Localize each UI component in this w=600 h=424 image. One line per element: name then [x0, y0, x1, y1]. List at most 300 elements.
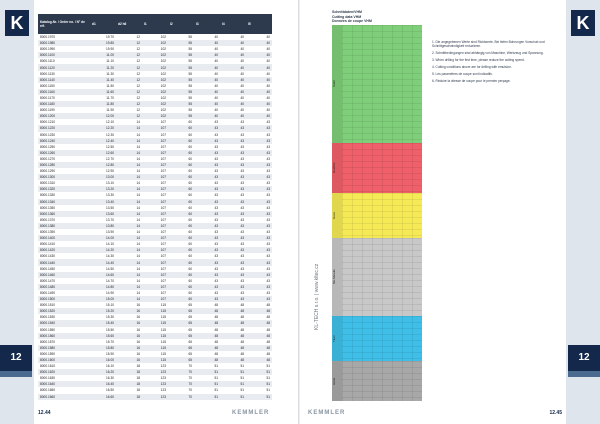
table-cell: 107: [160, 132, 166, 137]
table-cell: 8000.1580: [38, 345, 90, 351]
table-cell: 8000.1460: [38, 272, 90, 278]
table-cell: 8000.1160: [38, 89, 90, 95]
table-cell: 65: [168, 345, 194, 351]
table-cell: 16: [116, 333, 142, 339]
table-cell: 51: [266, 364, 270, 369]
table-cell: 8000.1190: [40, 108, 55, 113]
table-cell: 102: [142, 64, 168, 70]
cutting-data-table: [332, 25, 422, 401]
table-cell: 48: [194, 308, 220, 314]
brand-k-icon: K: [5, 10, 29, 36]
table-cell: 102: [160, 59, 166, 64]
table-cell: 40: [246, 64, 272, 70]
table-cell: 11.90: [106, 108, 114, 113]
table-cell: 14: [136, 266, 140, 271]
table-cell: 51: [246, 394, 272, 400]
table-cell: 51: [194, 381, 220, 387]
table-cell: 14: [116, 272, 142, 278]
table-cell: 8000.1550: [40, 327, 56, 332]
table-cell: 12.80: [90, 162, 116, 168]
table-cell: 12: [136, 71, 140, 76]
table-cell: 13.90: [106, 230, 114, 235]
table-cell: 102: [160, 95, 166, 100]
table-cell: 55: [188, 95, 192, 100]
table-cell: 60: [168, 296, 194, 302]
table-cell: 8000.1640: [38, 381, 90, 387]
table-cell: 18: [116, 369, 142, 375]
table-cell: 115: [160, 315, 166, 320]
table-cell: 43: [246, 138, 272, 144]
table-cell: 51: [194, 394, 220, 400]
column-header: l2: [168, 14, 194, 34]
table-cell: 40: [266, 83, 270, 88]
table-cell: 48: [214, 351, 218, 356]
table-cell: 48: [220, 357, 246, 363]
table-cell: 18: [136, 388, 140, 393]
table-cell: 60: [188, 132, 192, 137]
material-grid: [342, 316, 422, 361]
material-grid: [342, 361, 422, 401]
table-cell: 102: [142, 52, 168, 58]
table-cell: 43: [266, 278, 270, 283]
table-cell: 40: [240, 108, 244, 113]
table-cell: 43: [220, 247, 246, 253]
table-cell: 60: [168, 162, 194, 168]
table-cell: 18: [116, 394, 142, 400]
material-grid: [342, 143, 422, 193]
column-header: l3: [194, 14, 220, 34]
material-block: [332, 193, 422, 238]
table-cell: 43: [214, 193, 218, 198]
table-cell: 43: [194, 235, 220, 241]
table-cell: 14: [116, 186, 142, 192]
table-cell: 107: [142, 223, 168, 229]
table-cell: 43: [246, 247, 272, 253]
material-label: NE-Metalle: [332, 238, 342, 316]
table-cell: 8000.1380: [38, 223, 90, 229]
table-cell: 8000.1570: [40, 339, 56, 344]
table-cell: 43: [240, 156, 244, 161]
table-cell: 14: [116, 138, 142, 144]
table-cell: 43: [214, 169, 218, 174]
table-cell: 15.40: [90, 320, 116, 326]
table-cell: 14: [136, 181, 140, 186]
table-cell: 40: [214, 95, 218, 100]
table-cell: 43: [194, 199, 220, 205]
table-cell: 14: [116, 247, 142, 253]
table-cell: 14.90: [106, 290, 114, 295]
table-cell: 43: [246, 125, 272, 131]
table-cell: 40: [240, 59, 244, 64]
table-cell: 40: [220, 64, 246, 70]
table-cell: 115: [142, 308, 168, 314]
table-cell: 11.20: [90, 64, 116, 70]
table-cell: 43: [266, 230, 270, 235]
table-cell: 107: [160, 144, 166, 149]
table-cell: 16.30: [106, 376, 114, 381]
table-cell: 13.60: [90, 211, 116, 217]
table-cell: 43: [194, 174, 220, 180]
column-header: Katalog-Nr. / Order no. / N° de réf.: [38, 14, 90, 34]
table-cell: 8000.1630: [40, 376, 56, 381]
table-cell: 65: [168, 320, 194, 326]
table-cell: 14: [116, 162, 142, 168]
table-cell: 8000.1450: [40, 266, 56, 271]
table-cell: 43: [214, 205, 218, 210]
table-cell: 43: [220, 284, 246, 290]
table-cell: 8000.1180: [38, 101, 90, 107]
table-cell: 60: [188, 120, 192, 125]
table-cell: 40: [246, 52, 272, 58]
table-cell: 55: [168, 64, 194, 70]
table-cell: 48: [246, 333, 272, 339]
table-cell: 12.90: [106, 169, 114, 174]
table-cell: 14: [136, 193, 140, 198]
table-cell: 18: [136, 376, 140, 381]
header-line-en: Cutting data VHM: [332, 14, 362, 19]
note-paragraph: 5. Les paramètres de coupe sont indicatifs.: [432, 72, 493, 76]
material-block: [332, 143, 422, 193]
table-cell: 48: [194, 345, 220, 351]
table-cell: 48: [240, 339, 244, 344]
table-cell: 60: [188, 144, 192, 149]
table-cell: 14: [136, 144, 140, 149]
table-cell: 102: [160, 83, 166, 88]
table-cell: 107: [160, 156, 166, 161]
table-cell: 40: [214, 59, 218, 64]
table-cell: 13.20: [90, 186, 116, 192]
table-cell: 51: [214, 388, 218, 393]
table-cell: 48: [266, 327, 270, 332]
material-block: [332, 238, 422, 316]
table-cell: 55: [188, 108, 192, 113]
table-cell: 8000.1170: [40, 95, 55, 100]
table-cell: 8000.1290: [40, 169, 56, 174]
brand-logo: KEMMLER: [308, 410, 346, 416]
table-cell: 14: [136, 156, 140, 161]
table-cell: 43: [246, 223, 272, 229]
table-cell: 43: [240, 230, 244, 235]
page-number: 12.44: [38, 410, 51, 416]
table-cell: 8000.1520: [38, 308, 90, 314]
table-cell: 14: [136, 290, 140, 295]
table-cell: 40: [194, 89, 220, 95]
table-cell: 8000.1660: [38, 394, 90, 400]
table-cell: 70: [168, 369, 194, 375]
table-cell: 12: [116, 89, 142, 95]
table-cell: 107: [142, 235, 168, 241]
table-cell: 48: [214, 339, 218, 344]
table-cell: 51: [240, 364, 244, 369]
table-cell: 8000.1980: [38, 40, 90, 46]
column-header: d2 h6: [116, 14, 142, 34]
vertical-url-text: KL-TECH s.r.o. | www.kltec.cz: [314, 263, 320, 330]
table-cell: 65: [188, 327, 192, 332]
table-cell: 43: [266, 193, 270, 198]
table-cell: 60: [188, 205, 192, 210]
table-cell: 48: [194, 357, 220, 363]
table-cell: 43: [220, 138, 246, 144]
table-cell: 40: [246, 113, 272, 119]
table-cell: 40: [266, 35, 270, 40]
table-cell: 107: [160, 290, 166, 295]
table-cell: 8000.1150: [40, 83, 55, 88]
table-cell: 55: [168, 77, 194, 83]
table-cell: 14: [116, 150, 142, 156]
table-cell: 55: [168, 113, 194, 119]
table-cell: 43: [214, 156, 218, 161]
table-cell: 48: [240, 351, 244, 356]
table-cell: 55: [188, 71, 192, 76]
table-cell: 16.00: [90, 357, 116, 363]
table-header-row: [38, 14, 272, 34]
table-cell: 55: [168, 52, 194, 58]
table-cell: 40: [240, 83, 244, 88]
table-cell: 65: [168, 333, 194, 339]
table-cell: 8000.1990: [40, 47, 56, 52]
table-cell: 16: [116, 345, 142, 351]
table-cell: 43: [194, 211, 220, 217]
table-cell: 60: [188, 230, 192, 235]
table-cell: 8000.1510: [40, 303, 56, 308]
table-cell: 19.90: [106, 47, 114, 52]
table-cell: 14: [116, 125, 142, 131]
table-cell: 43: [266, 144, 270, 149]
table-cell: 55: [188, 47, 192, 52]
note-paragraph: 3. When drilling for the first time, please reduce the cutting speed.: [432, 58, 525, 62]
table-cell: 40: [240, 35, 244, 40]
table-cell: 43: [194, 223, 220, 229]
table-cell: 65: [168, 357, 194, 363]
table-cell: 48: [194, 320, 220, 326]
table-cell: 60: [188, 254, 192, 259]
table-cell: 107: [142, 247, 168, 253]
table-cell: 55: [188, 35, 192, 40]
material-label: Rostfrei: [332, 143, 342, 193]
table-cell: 60: [188, 193, 192, 198]
table-cell: 107: [142, 174, 168, 180]
table-cell: 8000.1560: [38, 333, 90, 339]
table-cell: 107: [160, 120, 166, 125]
table-cell: 43: [220, 296, 246, 302]
table-cell: 8000.1130: [40, 71, 55, 76]
table-cell: 8000.1390: [40, 230, 56, 235]
material-grid: [342, 25, 422, 143]
table-cell: 102: [160, 47, 166, 52]
material-block: [332, 361, 422, 401]
table-cell: 8000.1250: [40, 144, 56, 149]
table-body: [38, 34, 272, 400]
table-cell: 16: [136, 351, 140, 356]
table-cell: 60: [168, 259, 194, 265]
table-cell: 60: [168, 199, 194, 205]
table-cell: 43: [220, 125, 246, 131]
note-paragraph: 2. Schnittbedingungen sind abhängig von Maschine, Werkzeug und Spannung.: [432, 51, 544, 55]
brand-logo: KEMMLER: [232, 410, 270, 416]
table-cell: 11.50: [106, 83, 114, 88]
table-cell: 123: [160, 388, 166, 393]
table-cell: 51: [214, 364, 218, 369]
table-cell: 48: [246, 308, 272, 314]
table-cell: 102: [160, 35, 166, 40]
table-cell: 102: [160, 108, 166, 113]
table-cell: 43: [214, 266, 218, 271]
table-cell: 43: [194, 186, 220, 192]
table-cell: 115: [142, 357, 168, 363]
table-cell: 107: [160, 254, 166, 259]
table-cell: 13.00: [90, 174, 116, 180]
table-cell: 15.10: [106, 303, 114, 308]
table-cell: 70: [188, 376, 192, 381]
table-cell: 60: [168, 235, 194, 241]
table-cell: 43: [214, 132, 218, 137]
table-cell: 65: [188, 351, 192, 356]
table-cell: 48: [246, 320, 272, 326]
note-paragraph: 4. Cutting conditions above are for drilling with emulsion.: [432, 65, 512, 69]
table-cell: 55: [188, 83, 192, 88]
column-header: l4: [220, 14, 246, 34]
table-cell: 43: [220, 211, 246, 217]
table-cell: 48: [266, 303, 270, 308]
table-cell: 51: [220, 369, 246, 375]
table-cell: 43: [220, 186, 246, 192]
table-cell: 8000.1320: [38, 186, 90, 192]
table-cell: 55: [168, 40, 194, 46]
table-cell: 107: [142, 150, 168, 156]
table-cell: 14: [136, 217, 140, 222]
table-cell: 43: [194, 138, 220, 144]
table-cell: 16.20: [90, 369, 116, 375]
table-cell: 12: [116, 113, 142, 119]
table-cell: 65: [188, 303, 192, 308]
table-cell: 8000.1270: [40, 156, 56, 161]
table-cell: 115: [160, 327, 166, 332]
table-cell: 15.90: [106, 351, 114, 356]
table-cell: 115: [160, 339, 166, 344]
table-cell: 123: [142, 369, 168, 375]
table-cell: 43: [240, 217, 244, 222]
material-grid: [342, 238, 422, 316]
table-cell: 8000.1120: [38, 64, 90, 70]
table-cell: 60: [188, 278, 192, 283]
table-cell: 12: [136, 108, 140, 113]
table-cell: 60: [168, 174, 194, 180]
table-cell: 13.10: [106, 181, 114, 186]
table-cell: 43: [214, 120, 218, 125]
table-cell: 8000.1420: [38, 247, 90, 253]
table-cell: 40: [246, 89, 272, 95]
table-cell: 48: [220, 333, 246, 339]
table-cell: 43: [266, 169, 270, 174]
table-cell: 12: [136, 83, 140, 88]
material-grid: [342, 193, 422, 238]
table-cell: 107: [142, 296, 168, 302]
table-cell: 60: [168, 284, 194, 290]
note-paragraph: 6. Réduire la vitesse de coupe pour le premier perçage.: [432, 79, 511, 83]
table-cell: 115: [142, 320, 168, 326]
table-cell: 43: [214, 278, 218, 283]
table-cell: 60: [168, 223, 194, 229]
table-cell: 43: [246, 296, 272, 302]
table-cell: 13.80: [90, 223, 116, 229]
table-cell: 107: [160, 230, 166, 235]
table-cell: 43: [240, 205, 244, 210]
material-label: Titan: [332, 316, 342, 361]
table-cell: 107: [142, 259, 168, 265]
table-cell: 18: [136, 364, 140, 369]
chapter-tab-stripe: [0, 371, 32, 377]
table-cell: 43: [214, 181, 218, 186]
table-cell: 60: [188, 169, 192, 174]
table-cell: 43: [220, 272, 246, 278]
table-cell: 8000.1490: [40, 290, 56, 295]
table-cell: 107: [160, 217, 166, 222]
table-cell: 60: [168, 150, 194, 156]
table-cell: 14: [136, 254, 140, 259]
table-cell: 40: [194, 52, 220, 58]
table-cell: 8000.1610: [40, 364, 56, 369]
table-cell: 8000.1430: [40, 254, 56, 259]
table-cell: 43: [220, 150, 246, 156]
table-cell: 43: [266, 254, 270, 259]
table-cell: 107: [142, 284, 168, 290]
table-cell: 8000.1440: [38, 259, 90, 265]
table-cell: 43: [246, 211, 272, 217]
table-cell: 15.00: [90, 296, 116, 302]
note-paragraph: 1. Die angegebenen Werte sind Richtwerte. Bei tiefen Bohrungen Vorschub und Schnittgeschwindigkeit reduzieren.: [432, 40, 545, 48]
column-header: l1: [142, 14, 168, 34]
table-cell: 13.70: [106, 217, 114, 222]
table-cell: 70: [188, 364, 192, 369]
table-cell: 12.70: [106, 156, 114, 161]
table-cell: 8000.1300: [38, 174, 90, 180]
table-cell: 40: [214, 35, 218, 40]
table-cell: 123: [160, 364, 166, 369]
table-cell: 43: [214, 290, 218, 295]
table-cell: 8000.1480: [38, 284, 90, 290]
table-cell: 8000.1140: [38, 77, 90, 83]
table-cell: 102: [142, 89, 168, 95]
table-cell: 107: [142, 211, 168, 217]
table-cell: 40: [214, 71, 218, 76]
table-cell: 14: [116, 284, 142, 290]
table-cell: 43: [194, 162, 220, 168]
table-cell: 60: [188, 242, 192, 247]
product-table: [38, 14, 272, 400]
table-cell: 43: [246, 272, 272, 278]
table-cell: 48: [240, 327, 244, 332]
table-cell: 107: [160, 169, 166, 174]
table-cell: 40: [240, 95, 244, 100]
table-cell: 65: [168, 308, 194, 314]
table-cell: 16: [136, 339, 140, 344]
material-label: Härte: [332, 361, 342, 401]
table-cell: 8000.1470: [40, 278, 56, 283]
table-cell: 14: [116, 223, 142, 229]
table-cell: 40: [266, 71, 270, 76]
table-cell: 14: [116, 259, 142, 265]
table-cell: 16.10: [106, 364, 114, 369]
chapter-tab-stripe: [568, 371, 600, 377]
table-cell: 40: [214, 83, 218, 88]
table-cell: 14: [136, 230, 140, 235]
table-cell: 14.80: [90, 284, 116, 290]
table-cell: 48: [240, 303, 244, 308]
table-cell: 60: [168, 272, 194, 278]
table-cell: 14: [116, 296, 142, 302]
table-cell: 19.80: [90, 40, 116, 46]
table-cell: 16.50: [106, 388, 114, 393]
